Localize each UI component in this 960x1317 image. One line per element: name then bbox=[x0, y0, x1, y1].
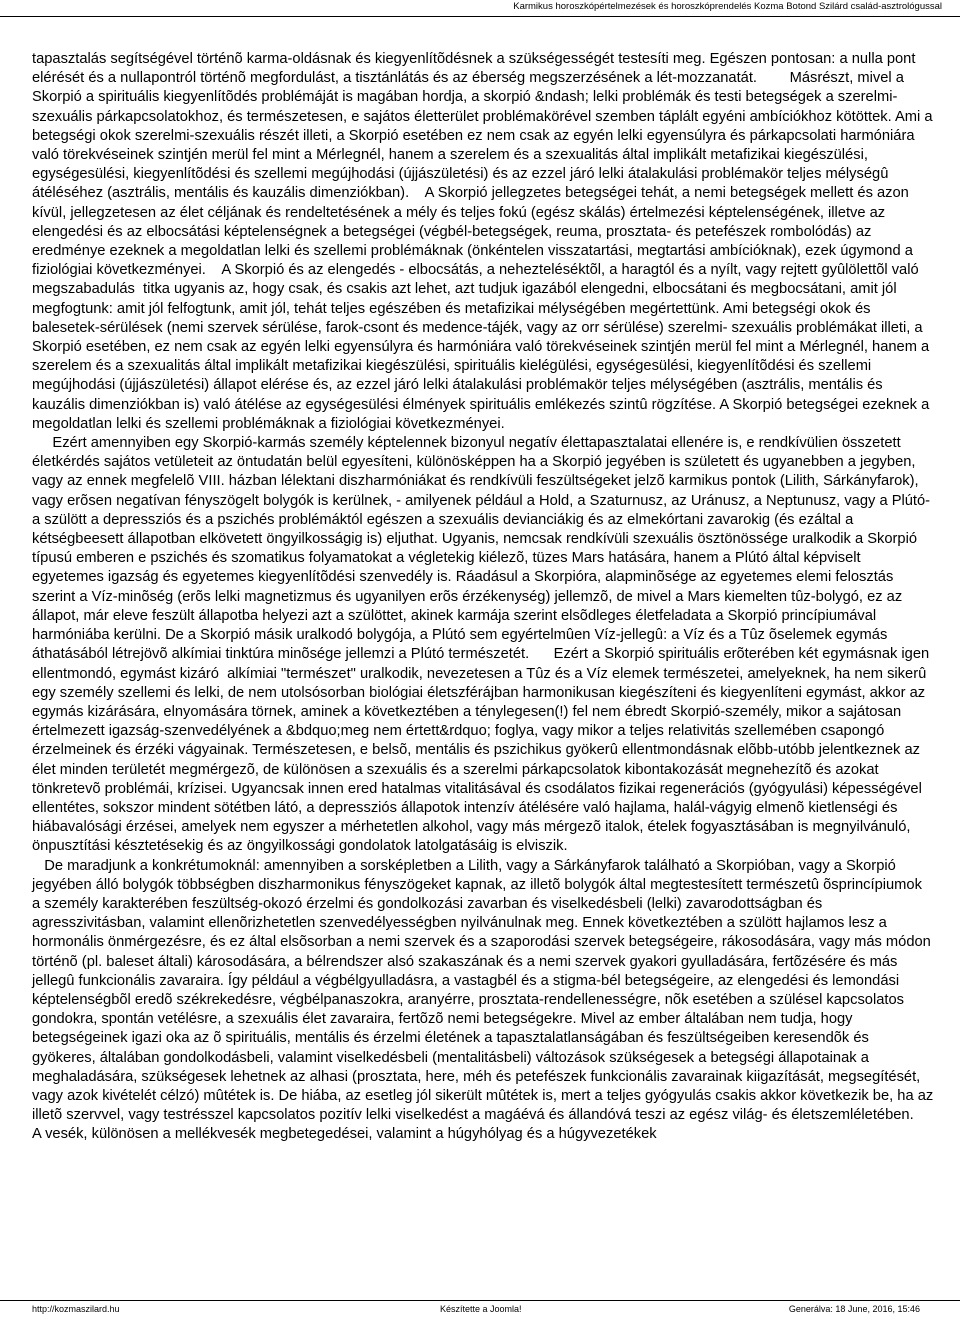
footer-url-link[interactable]: http://kozmaszilard.hu bbox=[32, 1304, 120, 1314]
footer-credit: Készítette a Joomla! bbox=[440, 1304, 522, 1314]
page-header bbox=[0, 0, 960, 17]
document-body bbox=[32, 50, 938, 1300]
page-footer bbox=[0, 1300, 960, 1317]
header-title: Karmikus horoszkópértelmezések és horoszkóprendelés Kozma Botond Szilárd család-asztrológussal bbox=[513, 1, 942, 12]
body-paragraph: De maradjunk a konkrétumoknál: amennyiben a sorsképletben a Lilith, vagy a Sárkányfarok található a Skorpióban, vagy a Skorpió jegyében álló bolygók többségben diszharmonikus fényszögeket kapnak, az illetõ bolygók által megtestesített természetû õsprincípiumok a személy karakterében feszültség-okozó érzelmi és gondolkozási zavarban és viselkedésbeli (lelki) zavarodottságban és agresszivitásban, valamint ellenõrizhetetlen szenvedélyességben nyilvánulnak meg. Ennek következtében a szülött hajlamos lesz a hormonális önmérgezésre, és ez által elsõsorban a nemi szervek és a szaporodási szervek betegségeire, rákosodására, vagy más módon történõ (pl. baleset általi) károsodására, a bélrendszer alsó szakaszának és a nemi szervek gyakori gyulladására, fertõzésére és más jellegû funkcionális zavaraira. Így például a végbélgyulladásra, a vastagbél és a stigma-bél betegségeire, az elengedési és lemondási képtelenségbõl eredõ székrekedésre, végbélpanaszokra, aranyérre, prosztata-rendellenességre, nõk esetében a szülésel kapcsolatos gondokra, spontán vetélésre, a szexuális élet zavaraira, fertõzõ nemi betegségekre. Mivel az ember általában nem tudja, hogy betegségeinek igazi oka az õ spirituális, mentális és érzelmi életének a tapasztalatlanságában és feszültségeiben keresendõk és gyökeres, általában gondolkodásbeli, valamint viselkedésbeli (mentalitásbeli) változások szükségesek a betegségi állapotainak a meghaladására, szükségesek lehetnek az alhasi (prosztata, here, méh és petefészek funkcionális zavarainak kiigazítását, megsegítését, vagy azok kivételét célzó) mûtétek is. De hiába, az esetleg jól sikerült mûtétek is, mert a teljes gyógyulás csakis akkor következik be, ha az illetõ szervvel, vagy testrésszel kapcsolatos pozitív lelki viselkedést a magáévá és állandóvá teszi az egész világ- és életszemléletében. A vesék, különösen a mellékvesék megbetegedései, valamint a húgyhólyag és a húgyvezetékek bbox=[32, 857, 938, 1143]
footer-generated-date: Generálva: 18 June, 2016, 15:46 bbox=[788, 1304, 920, 1314]
body-paragraph: tapasztalás segítségével történõ karma-oldásnak és kiegyenlítõdésnek a szükségességét testesíti meg. Egészen pontosan: a nulla pont elérését és a nullapontról történõ megfordulást, a tisztánlátás és az éberség megszerzésének a lét-mozzanatát. Másrészt, mivel a Skorpió a spirituális kiegyenlítõdés problémáját is magában hordja, a skorpió &ndash; lelki problémák és testi betegségek a szerelmi-szexuális párkapcsolatokhoz, és természetesen, e sajátos életterület problémakörével szemben táplált egyéni ambíciókhoz kötöttek. Ami a betegségi okok szerelmi-szexuális részét illeti, a Skorpió esetében ez nem csak az egyén lelki egyensúlyra és párkapcsolati harmóniára való törekvéseinek szintjén merül fel mint a Mérlegnél, hanem a szerelem és a szexualitás által implikált metafizikai kiegészülési, egységesülési, kiegyenlítõdési és szellemi megújhodási (újjászületési) és az ezzel járó lelki átalakulási problémakör teljes mélységû átéléséhez (asztrális, mentális és kauzális dimenziókban). A Skorpió jellegzetes betegségei tehát, a nemi betegségek mellett és azon kívül, jellegzetesen az élet céljának és rendeltetésének a mély és teljes fokú (egész skálás) értelmezési képtelenségének, illetve az elengedési és az elbocsátási képtelenségnek a betegségei (végbél-betegségek, reuma, prosztata- és petefészek rombolódás) az eredménye ezeknek a megoldatlan lelki és szellemi problémáknak (önkéntelen visszatartási, megtartási ambícióknak), ezek úgymond a fiziológiai következményei. A Skorpió és az elengedés - elbocsátás, a nehezteléséktõl, a haragtól és a nyílt, vagy rejtett gyûlölettõl való megszabadulás titka ugyanis az, hogy csak, és csakis azt lehet, azt tudjuk igazából elengedni, elbocsátani és megbocsátani, amit jól megfogtunk: amit jól felfogtunk, amit jól, tehát teljes egészében és metafizikai mélységében megértettünk. Ami betegségi okok és balesetek-sérülések (nemi szervek sérülése, farok-csont és medence-tájék, vagy az orr sérülése) szerelmi- szexuális problémákat illeti, a Skorpió esetében, ez nem csak az egyén lelki egyensúlyra és harmóniára való törekvéseinek szintjén merül fel mint a Mérlegnél, hanem a szerelem és a szexualitás által implikált metafizikai kiegészülési, spirituális kielégülési, egységesülési, kiegyenlítõdési és szellemi megújhodási (újjászületési) állapot elérése és, az ezzel járó lelki átalakulási problémakör teljes mélységében (asztrális, mentális és kauzális dimenziókban is) való átélése az egységesülési élmények spirituális emlékezés szintû rögzítése. A Skorpió betegségei ezeknek a megoldatlan lelki és szellemi problémáknak a fiziológiai következményei. bbox=[32, 51, 937, 432]
body-paragraph: Ezért amennyiben egy Skorpió-karmás személy képtelennek bizonyul negatív élettapasztalatai ellenére is, e rendkívülien összetett életkérdés sajátos vetületeit az öntudatán belül egyesíteni, különösképpen ha a Skorpió jegyében is született és ugyanebben a jegyben, vagy az ennek megfelelõ VIII. házban lélektani diszharmóniákat és rendkívüli feszültségeket jelzõ karmikus pontok (Lilith, Sárkányfarok), vagy erõsen negatívan fényszögelt bolygók is kerülnek, - amilyenek például a Hold, a Szaturnusz, az Uránusz, a Neptunusz, vagy a Plútó- a szülött a depressziós és a pszichés problémáktól egészen a szexuális devianciákig és az elmekórtani zavarokig (és ezáltal a kétségbeesett állapotban elkövetett öngyilkosságig is) eljuthat. Ugyanis, nemcsak rendkívüli szexuális ösztönössége uralkodik a Skorpió típusú emberen e pszichés és szomatikus folyamatokat a végletekig kiélezõ, tüzes Mars hatására, hanem a Plútó által képviselt egyetemes igazság és egyetemes kiegyenlítõdési szenvedély is. Ráadásul a Skorpióra, alapminõsége az egyetemes elemi felosztás szerint a Víz-minõség (erõs lelki magnetizmus és ugyanilyen erõs érzékenység) jellemzõ, de mivel a Mars kiemelten tûz-bolygó, ez az állapot, már eleve feszült állapotba helyezi azt a szülöttet, akinek karmája szerint elsõdleges életfeladata a Skorpió princípiumával harmóniába kerülni. De a Skorpió másik uralkodó bolygója, a Plútó sem egyértelmûen Víz-jellegû: a Víz és a Tûz õselemek egymás áthatásából létrejövõ alkímiai tinktúra minõsége jellemzi a Plútó természetét. Ezért a Skorpió spirituális erõterében két egymásnak igen ellentmondó, egymást kizáró alkímiai "természet" uralkodik, nevezetesen a Tûz és a Víz elemek természetei, amelyeknek, ha nem sikerû egy személy szellemi és lelki, de nem utolsósorban biológiai életszférájban harmonikusan kiegészíteni és kiegyenlíteni egymást, akkor az egymás kizárására, elnyomására törnek, aminek a következtében a ténylegesen(!) fel nem ébredt Skorpió-személy, mikor a sajátosan értelmezett igazság-szenvedélyének a &bdquo;meg nem értett&rdquo; foglya, vagy mikor a teljes relativitás szellemében csapongó érzelmeinek és érzéki vágyainak. Természetesen, e belsõ, mentális és pszichikus gyökerû ellentmondásnak elõbb-utóbb jelentkeznek az élet minden területét megmérgezõ, de különösen a szexuális és a szerelmi párkapcsolatok kibontakozását megnehezítõ és azokat tönkretevõ problémái, krízisei. Ugyancsak innen ered hatalmas vitalitásával és csodálatos fizikai regenerációs (gyógyulási) képességével ellentétes, sokszor mindent sötétben látó, a depressziós állapotok intenzív átélésére való hajlama, halál-vágyig elmenõ kietlenségi és hiábavalósági érzései, amelyek nem egyszer a mérhetetlen alkohol, vagy más mérgezõ italok, ételek fogyasztásában is megnyilvánuló, önpusztítási késztetésekig és az öngyilkossági gondolatok latolgatásáig is elviszik. bbox=[32, 435, 935, 855]
